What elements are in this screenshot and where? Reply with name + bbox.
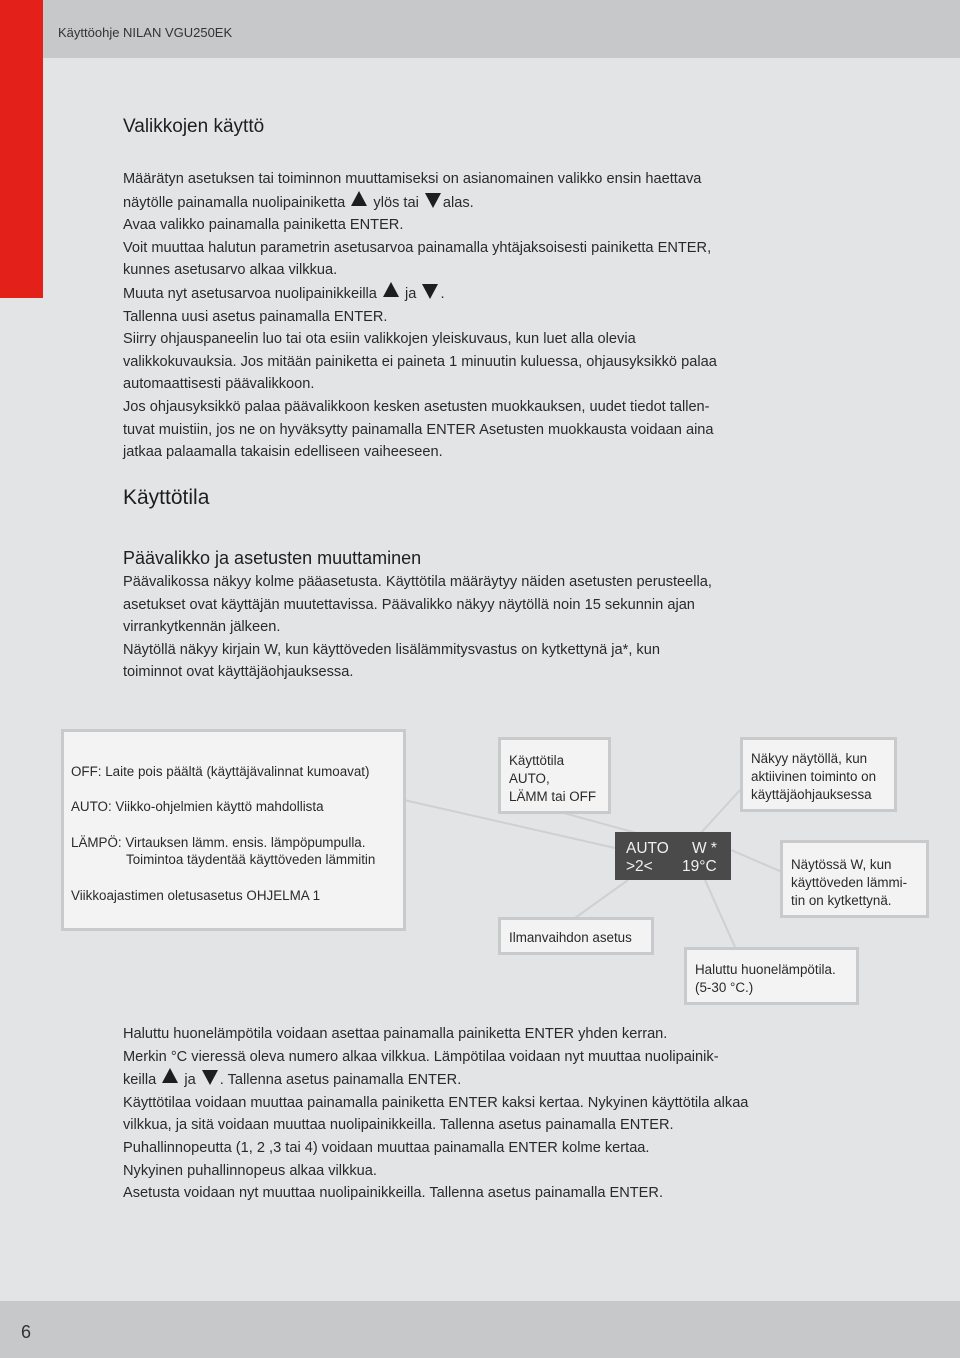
text-segment: alas. bbox=[442, 194, 474, 211]
room-temperature-box bbox=[684, 947, 859, 1005]
operating-mode-options: LÄMM tai OFF bbox=[509, 789, 597, 804]
room-temp-line-1: Haluttu huonelämpötila. bbox=[695, 962, 836, 977]
text-segment: vilkkua, ja sitä voidaan muuttaa nuolipainikkeilla. Tallenna asetus painamalla ENTER. bbox=[123, 1117, 674, 1134]
control-display bbox=[615, 832, 731, 880]
text-segment: Voit muuttaa halutun parametrin asetusarvoa painamalla yhtäjaksoisesti painiketta ENTER, bbox=[123, 239, 712, 256]
text-segment: . Tallenna asetus painamalla ENTER. bbox=[219, 1072, 462, 1089]
text-segment: Puhallinnopeutta (1, 2 ,3 tai 4) voidaan muuttaa painamalla ENTER kolme kertaa. bbox=[123, 1139, 650, 1156]
ventilation-setting-label: Ilmanvaihdon asetus bbox=[509, 930, 632, 945]
arrow-up-icon bbox=[162, 1068, 178, 1083]
operating-mode-auto: AUTO, bbox=[509, 771, 550, 786]
text-segment: virrankytkennän jälkeen. bbox=[123, 619, 281, 636]
text-segment: keilla bbox=[123, 1072, 161, 1089]
document-title: Käyttöohje NILAN VGU250EK bbox=[58, 25, 233, 40]
user-control-line-1: Näkyy näytöllä, kun bbox=[751, 751, 868, 766]
timer-default-text: Viikkoajastimen oletusasetus OHJELMA 1 bbox=[71, 888, 321, 903]
user-control-line-2: aktiivinen toiminto on bbox=[751, 769, 877, 784]
hot-water-heater-box bbox=[780, 840, 929, 918]
text-segment: Asetusta voidaan nyt muuttaa nuolipainikkeilla. Tallenna asetus painamalla ENTER. bbox=[123, 1185, 664, 1202]
text-segment: Muuta nyt asetusarvoa nuolipainikkeilla bbox=[123, 285, 381, 302]
text-line bbox=[123, 1160, 763, 1183]
text-segment: ylös tai bbox=[369, 194, 423, 211]
user-control-line-3: käyttäjäohjauksessa bbox=[751, 787, 872, 802]
footer-bar bbox=[0, 1301, 960, 1358]
text-segment: Siirry ohjauspaneelin luo tai ota esiin valikkojen yleiskuvaus, kun luet alla olevia bbox=[123, 331, 636, 348]
room-temp-range: (5-30 °C.) bbox=[695, 980, 754, 995]
mode-auto-text: AUTO: Viikko-ohjelmien käyttö mahdollista bbox=[71, 799, 324, 814]
text-line bbox=[123, 1046, 763, 1069]
page-number: 6 bbox=[21, 1322, 32, 1342]
operating-mode-label: Käyttötila bbox=[509, 753, 565, 768]
section-settings-text bbox=[123, 1023, 763, 1205]
text-line bbox=[123, 1137, 763, 1160]
section-heading-menus: Valikkojen käyttö bbox=[123, 116, 265, 137]
text-segment: automaattisesti päävalikkoon. bbox=[123, 376, 315, 393]
text-segment: Tallenna uusi asetus painamalla ENTER. bbox=[123, 308, 388, 325]
display-status-flags: W * bbox=[692, 840, 717, 857]
text-line bbox=[123, 1114, 763, 1137]
mode-lampo-text: LÄMPÖ: Virtauksen lämm. ensis. lämpöpumpulla. bbox=[71, 835, 366, 850]
text-segment: näytölle painamalla nuolipainiketta bbox=[123, 194, 350, 211]
display-mode-value: AUTO bbox=[626, 840, 669, 857]
text-segment: Merkin °C vieressä oleva numero alkaa vilkkua. Lämpötilaa voidaan nyt muuttaa nuolipainik- bbox=[123, 1048, 719, 1065]
display-temperature: 19°C bbox=[682, 858, 717, 875]
text-segment: kunnes asetusarvo alkaa vilkkua. bbox=[123, 262, 338, 279]
text-segment: asetukset ovat käyttäjän muutettavissa. Päävalikko näkyy näytöllä noin 15 sekunnin ajan bbox=[123, 596, 695, 613]
user-control-box bbox=[740, 737, 897, 812]
section-heading-mode: Käyttötila bbox=[123, 486, 210, 509]
text-line bbox=[123, 1023, 763, 1046]
text-segment: Haluttu huonelämpötila voidaan asettaa painamalla painiketta ENTER yhden kerran. bbox=[123, 1026, 668, 1042]
text-segment: Käyttötilaa voidaan muuttaa painamalla painiketta ENTER kaksi kertaa. Nykyinen käyttötila alkaa bbox=[123, 1094, 749, 1111]
arrow-down-icon bbox=[202, 1070, 218, 1085]
operating-mode-box bbox=[498, 737, 611, 814]
mode-description-box bbox=[61, 729, 406, 931]
text-line bbox=[123, 1092, 763, 1115]
text-segment: Näytöllä näkyy kirjain W, kun käyttöveden lisälämmitysvastus on kytkettynä ja*, kun bbox=[123, 641, 660, 658]
subheading-main-menu: Päävalikko ja asetusten muuttaminen bbox=[123, 548, 422, 568]
display-fan-speed: >2< bbox=[626, 858, 653, 875]
text-line bbox=[123, 1182, 763, 1205]
text-segment: Nykyinen puhallinnopeus alkaa vilkkua. bbox=[123, 1162, 377, 1179]
text-segment: toiminnot ovat käyttäjäohjauksessa. bbox=[123, 664, 354, 681]
text-segment: Päävalikossa näkyy kolme pääasetusta. Käyttötila määräytyy näiden asetusten perusteella, bbox=[123, 574, 712, 590]
hot-water-line-3: tin on kytkettynä. bbox=[791, 893, 892, 908]
text-segment: valikkokuvauksia. Jos mitään painiketta ei paineta 1 minuutin kuluessa, ohjausyksikkö palaa bbox=[123, 353, 717, 370]
ventilation-setting-box bbox=[498, 917, 654, 955]
mode-lampo-text-2: Toimintoa täydentää käyttöveden lämmitin bbox=[126, 852, 376, 867]
text-segment: tuvat muistiin, jos ne on hyväksytty painamalla ENTER Asetusten muokkausta voidaan aina bbox=[123, 421, 714, 438]
hot-water-line-2: käyttöveden lämmi- bbox=[791, 875, 908, 890]
hot-water-line-1: Näytössä W, kun bbox=[791, 857, 892, 872]
text-segment: Jos ohjausyksikkö palaa päävalikkoon kesken asetusten muokkauksen, uudet tiedot tallen- bbox=[123, 398, 710, 415]
mode-off-text: OFF: Laite pois päältä (käyttäjävalinnat kumoavat) bbox=[71, 764, 370, 779]
text-line bbox=[123, 1068, 763, 1092]
text-segment: Avaa valikko painamalla painiketta ENTER. bbox=[123, 217, 404, 234]
text-segment: jatkaa palaamalla takaisin edelliseen vaiheeseen. bbox=[123, 444, 443, 461]
text-segment: ja bbox=[180, 1072, 200, 1089]
text-segment: Määrätyn asetuksen tai toiminnon muuttamiseksi on asianomainen valikko ensin haettava bbox=[123, 171, 702, 187]
text-segment: . bbox=[440, 285, 445, 302]
text-segment: ja bbox=[400, 285, 421, 302]
